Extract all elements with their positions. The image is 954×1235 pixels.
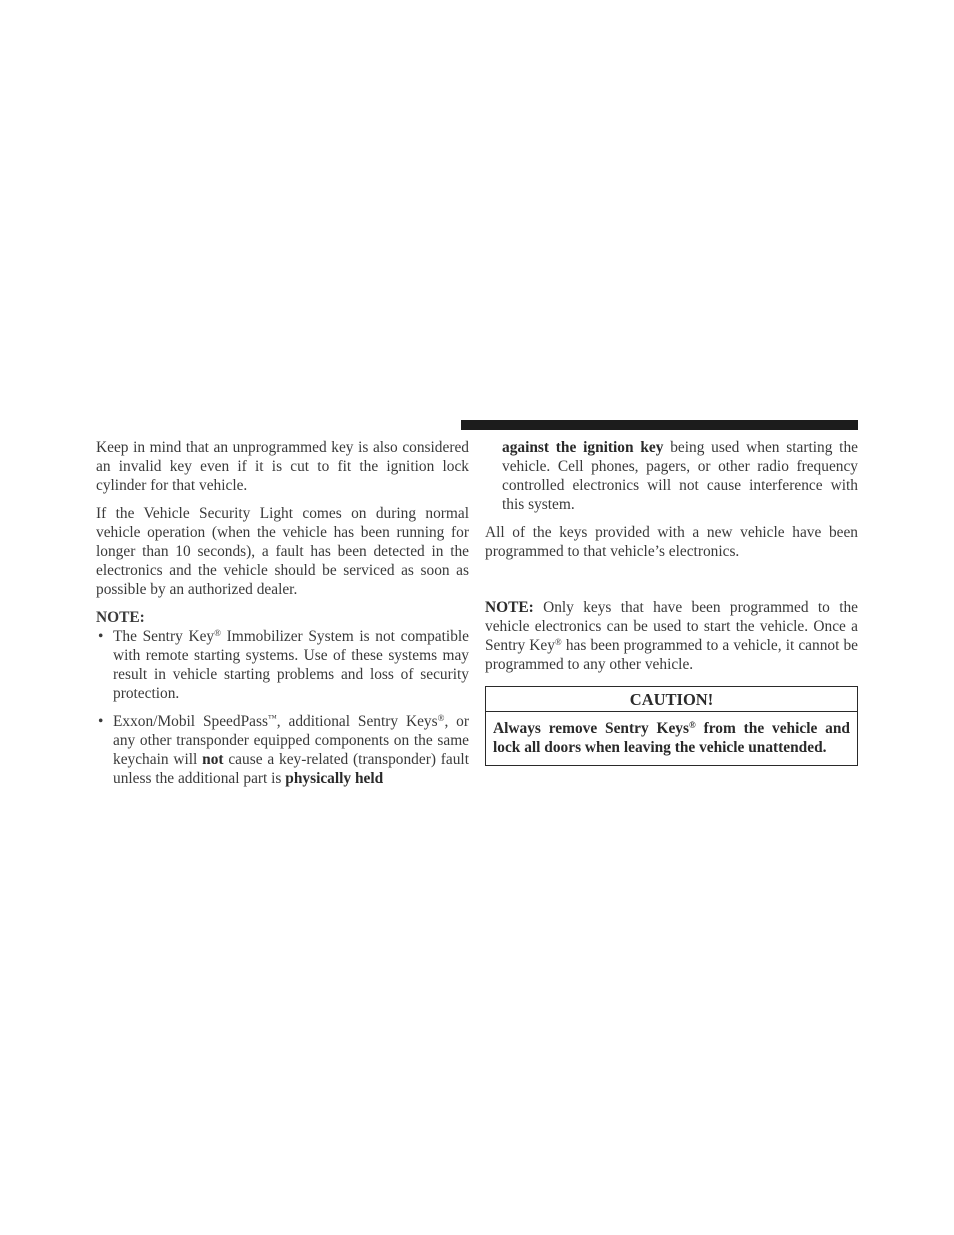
unprogrammed-key-paragraph: Keep in mind that an unprogrammed key is also considered an invalid key even if it is cut to fit the ignition lock cylinder for that vehicle.	[96, 439, 469, 494]
left-column	[96, 438, 469, 797]
keys-programmed-paragraph: All of the keys provided with a new vehicle have been programmed to that vehicle’s electronics.	[485, 524, 858, 560]
bullet-continuation: against the ignition key being used when starting the vehicle. Cell phones, pagers, or other radio frequency controlled electronics will not cause interference with this system.	[502, 439, 858, 513]
section-header-bar	[461, 420, 858, 430]
caution-title: CAUTION!	[486, 687, 857, 712]
note-label: NOTE:	[485, 599, 534, 616]
bullet-dot-icon: •	[98, 628, 104, 645]
programming-note: NOTE: Only keys that have been programmed to the vehicle electronics can be used to start the vehicle. Once a Sentry Key® has been programmed to a vehicle, it cannot be programmed to any other vehicle.	[485, 599, 858, 673]
right-column	[485, 438, 858, 766]
note-bullet-remote-start: • The Sentry Key® Immobilizer System is not compatible with remote starting systems. Use of these systems may result in vehicle starting problems and loss of security protection.	[98, 628, 469, 702]
note-label: NOTE:	[96, 609, 145, 626]
caution-box	[485, 686, 858, 766]
security-light-paragraph: If the Vehicle Security Light comes on during normal vehicle operation (when the vehicle has been running for longer than 10 seconds), a fault has been detected in the electronics and the vehicle should be serviced as soon as possible by an authorized dealer.	[96, 505, 469, 598]
caution-text: Always remove Sentry Keys® from the vehicle and lock all doors when leaving the vehicle unattended.	[493, 720, 850, 756]
bullet-dot-icon: •	[98, 713, 104, 730]
note-bullet-speedpass: • Exxon/Mobil SpeedPass™, additional Sentry Keys®, or any other transponder equipped components on the same keychain will not cause a key-related (transponder) fault unless the additional part is physically held	[98, 713, 469, 787]
